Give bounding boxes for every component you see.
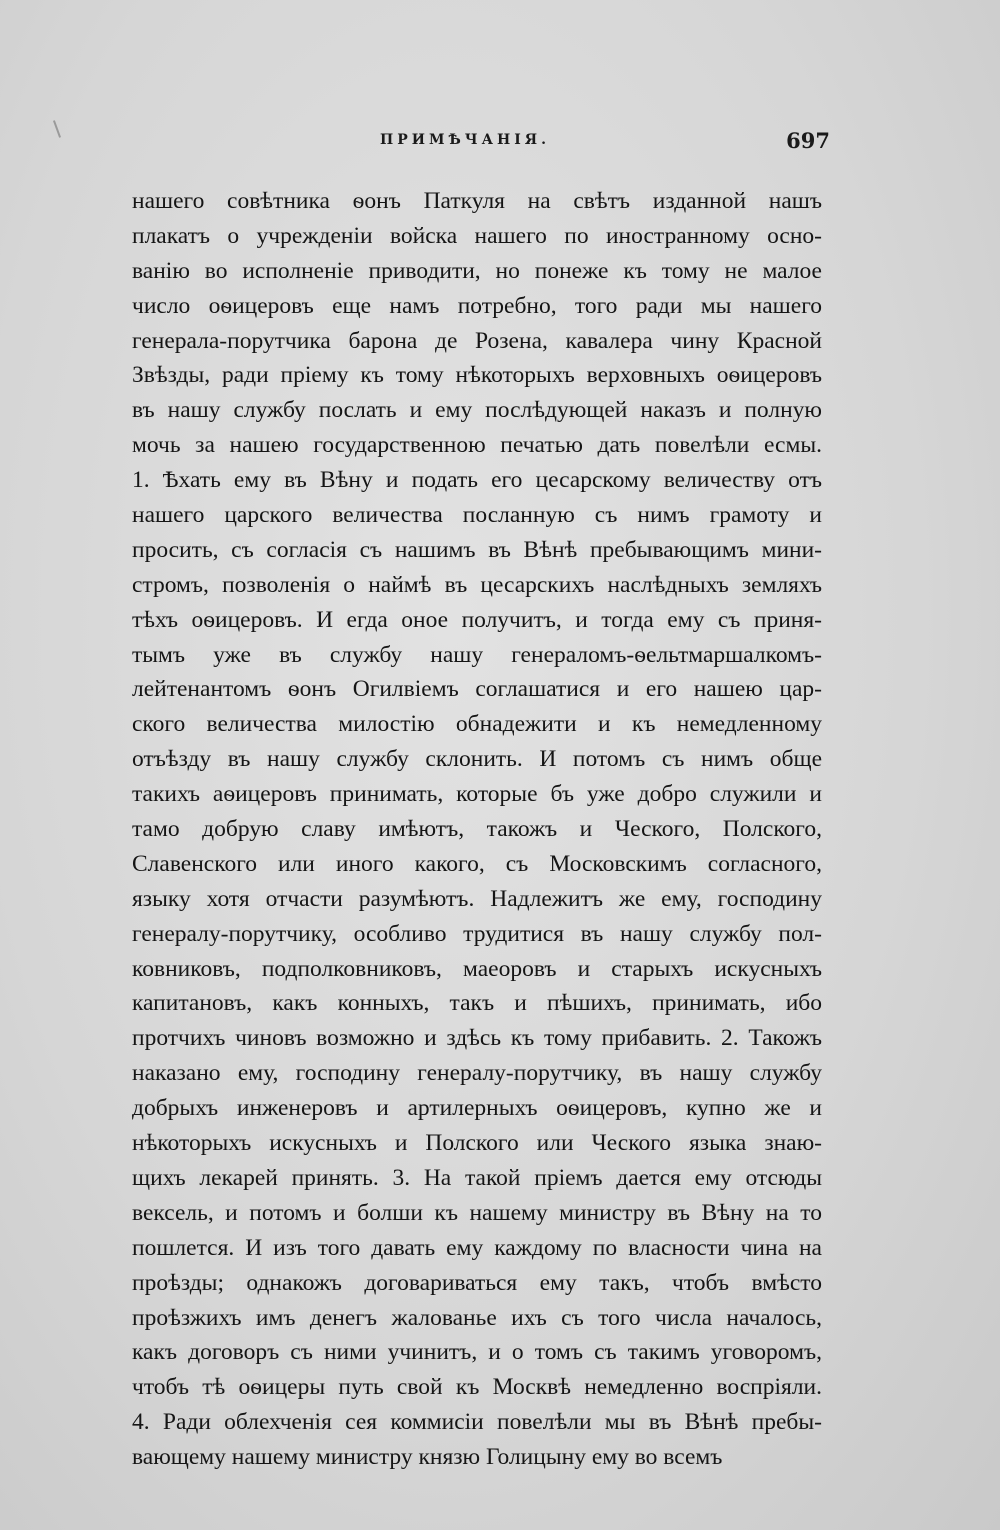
text-line: тѣхъ оѳицеровъ. И егда оное получитъ, и тогда ему съ приня- (132, 606, 822, 633)
text-line: нѣкоторыхъ искусныхъ и Полского или Ческого языка знаю- (132, 1130, 822, 1157)
page-header (140, 128, 830, 156)
text-line: наказано ему, господину генералу-порутчику, въ нашу службу (132, 1060, 822, 1087)
text-line: ковниковъ, подполковниковъ, маеоровъ и старыхъ искусныхъ (132, 955, 822, 982)
text-line: 1. Ѣхать ему въ Вѣну и подать его цесарскому величеству отъ (132, 467, 822, 494)
text-line: 4. Ради облехченія сея коммисіи повелѣли мы въ Вѣнѣ пребы- (132, 1409, 822, 1436)
text-line: въ нашу службу послать и ему послѣдующей наказъ и полную (132, 397, 822, 424)
text-line: отъѣзду въ нашу службу склонить. И потомъ съ нимъ обще (132, 746, 822, 773)
text-line: какъ договоръ съ ними учинитъ, и о томъ съ такимъ уговоромъ, (132, 1339, 822, 1366)
text-line: такихъ аѳицеровъ принимать, которые бъ уже добро служили и (132, 781, 822, 808)
text-line: Славенского или иного какого, съ Московскимъ согласного, (132, 850, 822, 877)
text-line: вающему нашему министру князю Голицыну ему во всемъ (132, 1444, 723, 1471)
page-number: 697 (786, 128, 830, 153)
text-line: нашего царского величества посланную съ нимъ грамоту и (132, 502, 822, 529)
text-line: тамо добрую славу имѣютъ, такожъ и Ческого, Полского, (132, 816, 822, 843)
text-line: чтобъ тѣ оѳицеры путь свой къ Москвѣ немедленно воспріяли. (132, 1374, 822, 1401)
text-line: плакатъ о учрежденіи войска нашего по иностранному осно- (132, 222, 822, 249)
body-text (132, 184, 822, 1475)
text-line: Звѣзды, ради пріему къ тому нѣкоторыхъ верховныхъ оѳицеровъ (132, 362, 822, 389)
text-line: генерала-порутчика барона де Розена, кавалера чину Красной (132, 327, 822, 354)
text-line: пошлется. И изъ того давать ему каждому по власности чина на (132, 1234, 822, 1261)
text-line: языку хотя отчасти разумѣютъ. Надлежитъ же ему, господину (132, 885, 822, 912)
text-line: мочь за нашею государственною печатью дать повелѣли есмы. (132, 432, 822, 459)
text-line: нашего совѣтника ѳонъ Паткуля на свѣтъ изданной нашъ (132, 188, 822, 214)
text-line: стромъ, позволенія о наймѣ въ цесарскихъ наслѣдныхъ земляхъ (132, 571, 822, 598)
text-line: просить, съ согласія съ нашимъ въ Вѣнѣ пребывающимъ мини- (132, 536, 822, 563)
text-line: лейтенантомъ ѳонъ Огилвіемъ соглашатися и его нашею цар- (132, 676, 822, 703)
text-line: протчихъ чиновъ возможно и здѣсь къ тому прибавить. 2. Такожъ (132, 1025, 822, 1052)
text-line: вексель, и потомъ и болши къ нашему министру въ Вѣну на то (132, 1199, 822, 1226)
text-line: тымъ уже въ службу нашу генераломъ-ѳельтмаршалкомъ- (132, 641, 822, 668)
text-line: проѣзжихъ имъ денегъ жалованье ихъ съ того числа началось, (132, 1304, 822, 1331)
scan-artifact (53, 120, 61, 138)
text-line: добрыхъ инженеровъ и артилерныхъ оѳицеровъ, купно же и (132, 1095, 822, 1122)
text-line: ского величества милостію обнадежити и къ немедленному (132, 711, 822, 738)
running-title: ПРИМѢЧАНІЯ. (380, 132, 550, 148)
text-line: щихъ лекарей принять. 3. На такой пріемъ дается ему отсюды (132, 1164, 822, 1191)
text-line: генералу-порутчику, особливо трудитися въ нашу службу пол- (132, 920, 822, 947)
text-line: ванію во исполненіе приводити, но понеже къ тому не малое (132, 257, 822, 284)
text-line: проѣзды; однакожъ договариваться ему такъ, чтобъ вмѣсто (132, 1269, 822, 1296)
text-line: капитановъ, какъ конныхъ, такъ и пѣшихъ, принимать, ибо (132, 990, 822, 1017)
text-line: число оѳицеровъ еще намъ потребно, того ради мы нашего (132, 292, 822, 319)
